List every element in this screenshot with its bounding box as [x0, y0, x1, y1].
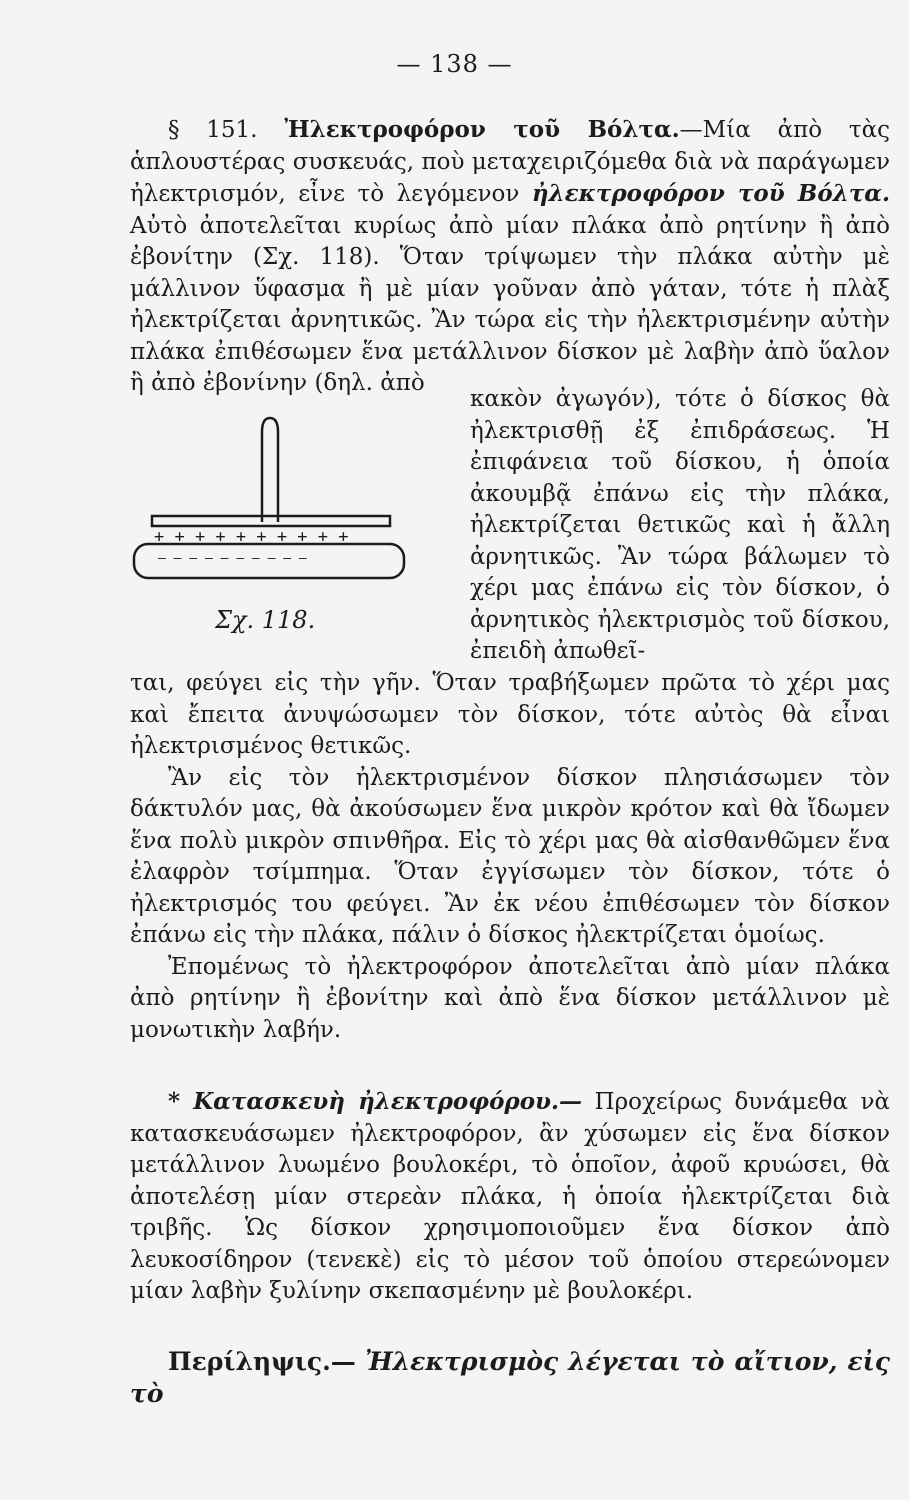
summary-text: Ἠλεκτρισμὸς λέγεται τὸ αἴτιον, εἰς τὸ: [130, 1347, 890, 1408]
figure-caption: Σχ. 118.: [215, 606, 316, 634]
construction-text: Προχείρως δυνάμεθα νὰ κατασκευάσωμεν ἠλεκτροφόρον, ἂν χύσωμεν εἰς ἕνα δίσκον μετάλλινον λυωμένο βουλοκέρι, τὸ ὁποῖον, ἀφοῦ κρυώσει, θὰ ἀποτελέσῃ μίαν στερεὰν πλάκα, ἡ ὁποία ἠλεκτρίζεται διὰ τριβῆς. Ὡς δίσκον χρησιμοποιοῦμεν ἕνα δίσκον ἀπὸ λευκοσίδηρον (τενεκὲ) εἰς τὸ μέσον τοῦ ὁποίου στερεώνομεν μίαν λαβὴν ξυλίνην σκεπασμένην μὲ βουλοκέρι.: [130, 1089, 891, 1304]
section-title: Ἠλεκτροφόρον τοῦ Βόλτα.: [284, 116, 680, 143]
section-text-b: Αὐτὸ ἀποτελεῖται κυρίως ἀπὸ μίαν πλάκα ἀπὸ ρητίνην ἢ ἀπὸ ἐβονίτην (Σχ. 118). Ὅταν τρίψωμεν τὴν πλάκα αὐτὴν μὲ μάλλινον ὕφασμα ἢ μὲ μίαν γοῦναν ἀπὸ γάταν, τότε ἡ πλὰξ ἠλεκτρίζεται ἀρνητικῶς. Ἂν τώρα εἰς τὴν ἠλεκτρισμένην αὐτὴν πλάκα ἐπιθέσωμεν ἕνα μετάλλινον δίσκον μὲ λαβὴν ἀπὸ ὕαλον ἢ ἀπὸ ἐβονίνην (δηλ. ἀπὸ: [130, 212, 890, 396]
glass-handle: [262, 418, 278, 522]
main-paragraphs: [130, 668, 890, 1046]
page-number: — 138 —: [396, 50, 513, 78]
summary-section: [130, 1346, 890, 1409]
paragraph-spark: Ἂν εἰς τὸν ἠλεκτρισμένον δίσκον πλησιάσωμεν τὸν δάκτυλόν μας, θὰ ἀκούσωμεν ἕνα μικρὸν κρότον καὶ θὰ ἴδωμεν ἕνα πολὺ μικρὸν σπινθῆρα. Εἰς τὸ χέρι μας θὰ αἰσθανθῶμεν ἕνα ἐλαφρὸν τσίμπημα. Ὅταν ἐγγίσωμεν τὸν δίσκον, τότε ὁ ἠλεκτρισμός του φεύγει. Ἂν ἐκ νέου ἐπιθέσωμεν τὸν δίσκον ἐπάνω εἰς τὴν πλάκα, πάλιν ὁ δίσκος ἠλεκτρίζεται ὁμοίως.: [130, 764, 890, 948]
minus-charges: — — — — — — — — — —: [158, 551, 307, 566]
summary-heading: Περίληψις.—: [168, 1347, 356, 1376]
figure-side-text: κακὸν ἀγωγόν), τότε ὁ δίσκος θὰ ἠλεκτρισθῇ ἐξ ἐπιδράσεως. Ἡ ἐπιφάνεια τοῦ δίσκου, ἡ ὁποία ἀκουμβᾷ ἐπάνω εἰς τὴν πλάκα, ἠλεκτρίζεται θετικῶς καὶ ἡ ἄλλη ἀρνητικῶς. Ἂν τώρα βάλωμεν τὸ χέρι μας ἐπάνω εἰς τὸν δίσκον, ὁ ἀρνητικὸς ἠλεκτρισμὸς τοῦ δίσκου, ἐπειδὴ ἀπωθεῖ-: [470, 386, 890, 664]
section-text-a: —Μία ἀπὸ τὰς ἁπλουστέρας συσκευάς, ποὺ μεταχειριζόμεθα διὰ νὰ παράγωμεν ἠλεκτρισμόν, εἶνε τὸ λεγόμενον: [130, 117, 890, 207]
paragraph-continuation: ται, φεύγει εἰς τὴν γῆν. Ὅταν τραβήξωμεν πρῶτα τὸ χέρι μας καὶ ἔπειτα ἀνυψώσωμεν τὸν δίσκον, τότε αὐτὸς θὰ εἶναι ἠλεκτρισμένος θετικῶς.: [130, 670, 890, 759]
construction-paragraph: [130, 1086, 890, 1308]
construction-section: [130, 1086, 890, 1308]
section-151: [130, 114, 890, 400]
section-term: ἠλεκτροφόρον τοῦ Βόλτα.: [531, 180, 891, 207]
construction-heading: * Κατασκευὴ ἠλεκτροφόρου.—: [168, 1088, 583, 1115]
metal-disc: [152, 516, 390, 526]
plus-charges: + + + + + + + + + +: [154, 527, 349, 547]
paragraph-conclusion: Ἐπομένως τὸ ἠλεκτροφόρον ἀποτελεῖται ἀπὸ μίαν πλάκα ἀπὸ ρητίνην ἢ ἐβονίτην καὶ ἀπὸ ἕνα δίσκον μετάλλινον μὲ μονωτικὴν λαβήν.: [130, 953, 890, 1043]
section-151-paragraph: [130, 114, 890, 400]
section-number: § 151.: [168, 117, 258, 143]
electrophorus-drawing: [130, 412, 460, 612]
summary-paragraph: [130, 1346, 890, 1409]
